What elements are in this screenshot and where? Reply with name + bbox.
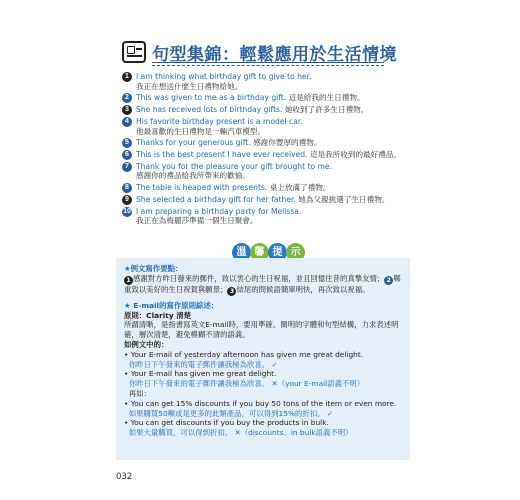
example-chinese: 如果購買50噸或是更多的此類產品，可以得到15%的折扣。 ✓ [128,408,334,418]
sentence-chinese: 這是我所收到的最好禮品。 [309,150,402,160]
sentence-chinese: 她收到了許多生日禮物。 [284,105,369,115]
tips-char: 馨 [250,243,269,262]
sentence-item [122,138,422,148]
sentence-english: Thank you for the pleasure your gift brought to me. [136,161,333,171]
key-points-text [124,274,402,296]
sentence-english: The table is heaped with presents. [136,183,268,193]
sentence-number: 9 [122,195,132,205]
check-icon: ✓ [326,408,334,418]
sentence-chinese: 桌上放滿了禮物。 [269,183,331,193]
check-icon: ✓ [271,359,278,369]
example-chinese: 你昨日下午發來的電子郵件讓我極為欣喜。 ✕（your E-mail語義不明） [128,379,365,389]
example-chinese: 你昨日下午發來的電子郵件讓我極為欣喜。 ✓ [128,359,278,369]
sentence-number: 6 [122,150,132,160]
point-text: 鄭重致以美好的生日祝賀與願景； [124,273,401,294]
example-english: • You can get 15% discounts if you buy 50 tons of the item or even more. [124,398,397,408]
examples-label: 如例文中的： [124,339,169,349]
example-english: • Your E-mail of yesterday afternoon has given me great delight. [124,349,364,359]
cross-icon: ✕ [271,379,278,389]
sentence-english: This was given to me as a birthday gift. [136,93,287,103]
principle-label: 原則：Clarity 清楚 [124,310,191,320]
page-number: 032 [116,472,133,482]
point-number: 3 [227,287,236,296]
sentence-english: I am thinking what birthday gift to give to her. [136,72,312,81]
sentence-item [122,93,422,103]
sentence-english: His favorite birthday present is a model car. [136,116,303,126]
sentence-number: 4 [122,117,132,127]
tips-char: 示 [286,243,305,262]
example-note: （discounts、in bulk語義不明） [240,428,353,438]
sentence-chinese: 他最喜歡的生日禮物是一輛汽車模型。 [136,126,266,136]
sentence-number: 2 [122,93,132,103]
panel-heading: ★例文寫作要點： [124,264,183,273]
tips-char: 溫 [232,243,251,262]
point-text: 結尾的問候語簡單明快，再次致以祝福。 [236,284,370,294]
sentence-number: 7 [122,162,132,172]
point-number: 1 [124,276,133,285]
sentence-number: 5 [122,138,132,148]
again-label: 再如： [128,388,151,398]
sentence-number: 8 [122,183,132,193]
sentence-number: 1 [122,72,132,82]
sentence-number: 10 [123,207,131,215]
sentence-item [122,117,422,136]
sentence-item [122,183,422,193]
tips-char: 提 [268,243,287,262]
sentence-chinese: 感謝你的禮品給我所帶來的歡愉。 [136,171,250,181]
sentence-item [122,195,422,205]
sentence-chinese: 我正在為梅麗莎準備一個生日聚會。 [136,216,258,226]
panel-heading: ★ E-mail的寫作原則綜述： [124,300,219,310]
title-underline [152,62,384,66]
sentence-chinese: 這是給我的生日禮物。 [288,93,365,103]
sentence-english: She has received lots of birthday gifts. [136,105,283,115]
sentence-english: I am preparing a birthday party for Melissa. [136,206,302,216]
example-note: （your E-mail語義不明） [277,379,365,389]
sentence-english: This is the best present I have ever received. [136,150,308,160]
notebook-icon [122,41,146,63]
point-text: 感謝對方昨日發來的郵件，致以衷心的生日祝福，並且回憶往昔的真摯友情； [133,273,385,283]
sentence-list [122,72,422,228]
example-english: • Your E-mail has given me great delight. [124,369,277,379]
sentence-item [122,72,422,91]
sentence-item [122,150,422,160]
example-chinese: 如果大量購買，可以得到折扣。 ✕（discounts、in bulk語義不明） [128,428,353,438]
sentence-item [122,105,422,115]
sentence-chinese: 她為父親挑選了生日禮物。 [298,195,390,205]
tips-panel [116,258,410,460]
sentence-chinese: 我正在想送什麼生日禮物給她。 [136,81,243,91]
sentence-item [122,207,422,226]
example-english: • You can get discounts if you buy the products in bulk. [124,418,329,428]
sentence-item [122,162,422,181]
section-title: 句型集錦：輕鬆應用於生活情境 [152,45,397,65]
sentence-english: She selected a birthday gift for her father. [136,195,296,205]
section-header [122,40,397,68]
point-number: 2 [384,276,393,285]
sentence-english: Thanks for your generous gift. [136,138,251,148]
cross-icon: ✕ [234,428,241,438]
principle-text: 所謂清晰，是指書寫英文E-mail時，要用準確、簡明的字體和句型結構，力求表述明確，層次清楚，避免模糊不清的語義。 [124,320,399,340]
sentence-number: 3 [122,105,132,115]
sentence-chinese: 感謝你豐厚的禮物。 [253,138,322,148]
